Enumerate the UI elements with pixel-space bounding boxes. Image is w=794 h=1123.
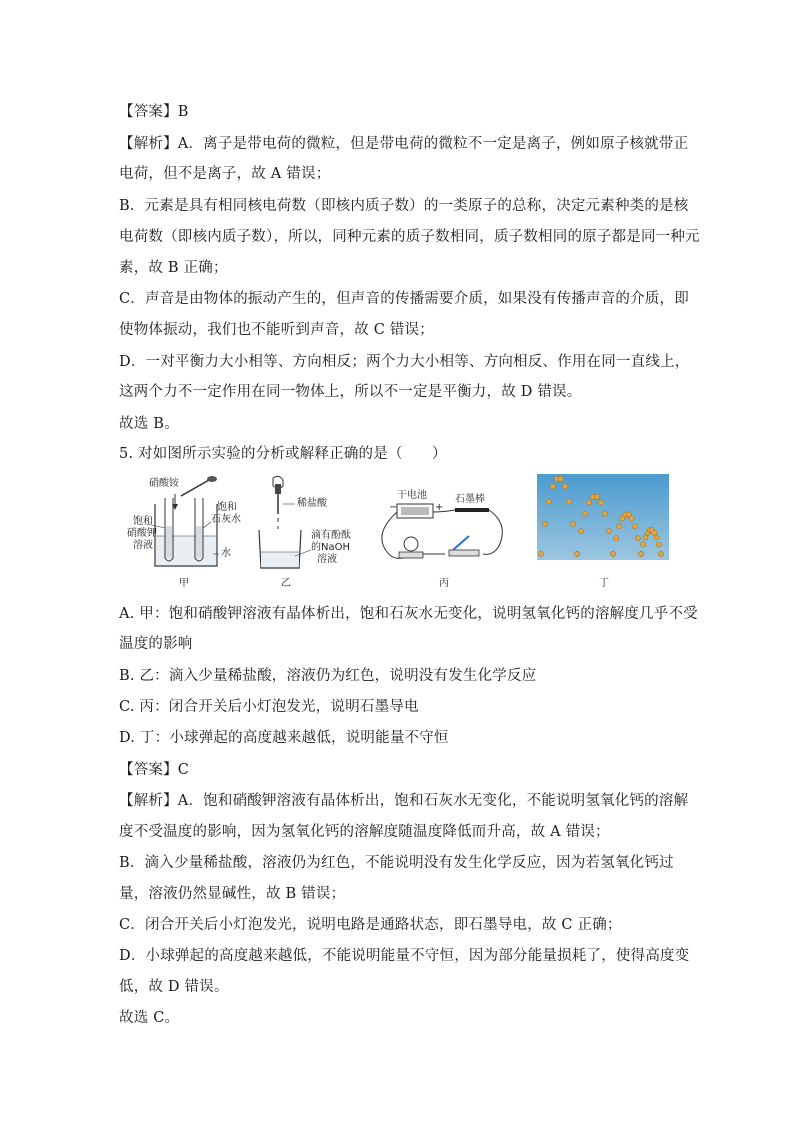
ball-frame: [656, 542, 661, 547]
label-dilute-hcl: 稀盐酸: [297, 498, 327, 509]
ball-frame: [562, 484, 567, 489]
ball-frame: [606, 529, 611, 534]
label-plus: +: [435, 502, 444, 513]
q5-analysis-line: B．滴入少量稀盐酸，溶液仍为红色，不能说明没有发生化学反应，因为若氢氧化钙过: [119, 855, 674, 871]
ball-frame: [594, 494, 599, 499]
figure-bing: [373, 474, 513, 594]
q5-analysis-line: C．闭合开关后小灯泡发光，说明电路是通路状态，即石墨导电，故 C 正确；: [119, 917, 622, 933]
ball-frame: [566, 499, 571, 504]
ball-frame: [546, 499, 551, 504]
circuit-diagram-bing: [373, 474, 513, 574]
q5-option-a: A. 甲：饱和硝酸钾溶液有晶体析出，饱和石灰水无变化，说明氢氧化钙的溶解度几乎不受: [119, 606, 698, 622]
figure-ding: [537, 474, 669, 594]
ball-frame: [632, 524, 637, 529]
ball-frame: [658, 551, 663, 556]
q4-analysis-line: D．一对平衡力大小相等、方向相反；两个力大小相等、方向相反、作用在同一直线上，: [119, 354, 690, 370]
ball-frame: [638, 551, 643, 556]
q5-analysis-line: 量，溶液仍然显碱性，故 B 错误；: [119, 886, 346, 902]
experiment-figures: [125, 474, 685, 594]
label-water: 水: [221, 548, 231, 559]
q5-analysis-line: 【解析】A．饱和硝酸钾溶液有晶体析出，饱和石灰水无变化，不能说明氢氧化钙的溶解: [119, 793, 689, 809]
figure-yi: [255, 474, 355, 594]
ball-frame: [538, 551, 543, 556]
label-limewater: 石灰水: [211, 514, 241, 525]
ball-frame: [617, 524, 622, 529]
q5-analysis-line: 低，故 D 错误。: [119, 979, 229, 995]
q5-option-c: C. 丙：闭合开关后小灯泡发光，说明石墨导电: [119, 699, 419, 715]
caption-ding: 丁: [599, 578, 609, 589]
ball-frame: [641, 542, 646, 547]
figure-jia: [125, 474, 245, 594]
q4-analysis-line: 电荷数（即核内质子数），所以，同种元素的质子数相同，质子数相同的原子都是同一种元: [119, 229, 700, 245]
q4-answer: 【答案】B: [119, 104, 189, 120]
label-saturated: 饱和: [133, 516, 153, 527]
label-naoh: 的NaOH: [311, 542, 350, 553]
q4-analysis-line: 电荷，但不是离子，故 A 错误；: [119, 166, 331, 182]
ball-frame: [635, 536, 640, 541]
ball-frame: [586, 500, 591, 505]
q4-analysis-line: 素，故 B 正确；: [119, 260, 228, 276]
ball-frame: [558, 476, 563, 481]
q5-analysis-line: 故选 C。: [119, 1010, 180, 1026]
ball-frame: [614, 536, 619, 541]
label-saturated-2: 饱和: [217, 502, 237, 513]
ball-frame: [654, 535, 659, 540]
beaker-diagram-yi: [255, 474, 355, 574]
ball-frame: [652, 530, 657, 535]
label-solution: 溶液: [133, 540, 153, 551]
label-graphite: 石墨棒: [455, 494, 485, 505]
q4-analysis-line: 使物体振动，我们也不能听到声音，故 C 错误；: [119, 322, 434, 338]
q5-stem: 5. 对如图所示实验的分析或解释正确的是（ ）: [119, 446, 447, 462]
q5-option-d: D. 丁：小球弹起的高度越来越低，说明能量不守恒: [119, 730, 449, 746]
label-phenolphthalein: 滴有酚酞: [311, 530, 351, 541]
q4-analysis-line: C．声音是由物体的振动产生的，但声音的传播需要介质，如果没有传播声音的介质，即: [119, 291, 689, 307]
caption-yi: 乙: [281, 578, 291, 589]
q5-analysis-line: D．小球弹起的高度越来越低，不能说明能量不守恒，因为部分能量损耗了，使得高度变: [119, 948, 690, 964]
q5-option-b: B. 乙：滴入少量稀盐酸，溶液仍为红色，说明没有发生化学反应: [119, 668, 537, 684]
ball-frame: [570, 521, 575, 526]
label-ammonium-nitrate: 硝酸铵: [149, 478, 179, 489]
ball-frame: [582, 511, 587, 516]
q4-analysis-line: B．元素是具有相同核电荷数（即核内质子数）的一类原子的总称，决定元素种类的是核: [119, 198, 689, 214]
ball-frame: [643, 535, 648, 540]
caption-bing: 丙: [439, 578, 449, 589]
label-potassium-nitrate: 硝酸钾: [127, 528, 157, 539]
q5-answer: 【答案】C: [119, 762, 190, 778]
ball-frame: [542, 521, 547, 526]
ball-frame: [598, 500, 603, 505]
ball-frame: [610, 551, 615, 556]
q4-analysis-line: 【解析】A．离子是带电荷的微粒，但是带电荷的微粒不一定是离子，例如原子核就带正: [119, 136, 689, 152]
caption-jia: 甲: [179, 578, 189, 589]
q5-option-a-cont: 温度的影响: [119, 636, 193, 652]
bouncing-ball-photo: [537, 474, 669, 560]
label-minus: −: [389, 502, 398, 513]
ball-frame: [578, 529, 583, 534]
q4-analysis-line: 这两个力不一定作用在同一物体上，所以不一定是平衡力，故 D 错误。: [119, 384, 582, 400]
label-battery: 干电池: [397, 490, 427, 501]
ball-frame: [574, 551, 579, 556]
label-solution-yi: 溶液: [317, 554, 337, 565]
ball-frame: [629, 516, 634, 521]
q5-analysis-line: 度不受温度的影响，因为氢氧化钙的溶解度随温度降低而升高，故 A 错误；: [119, 824, 610, 840]
ball-frame: [602, 511, 607, 516]
ball-frame: [550, 484, 555, 489]
q4-analysis-line: 故选 B。: [119, 416, 179, 432]
